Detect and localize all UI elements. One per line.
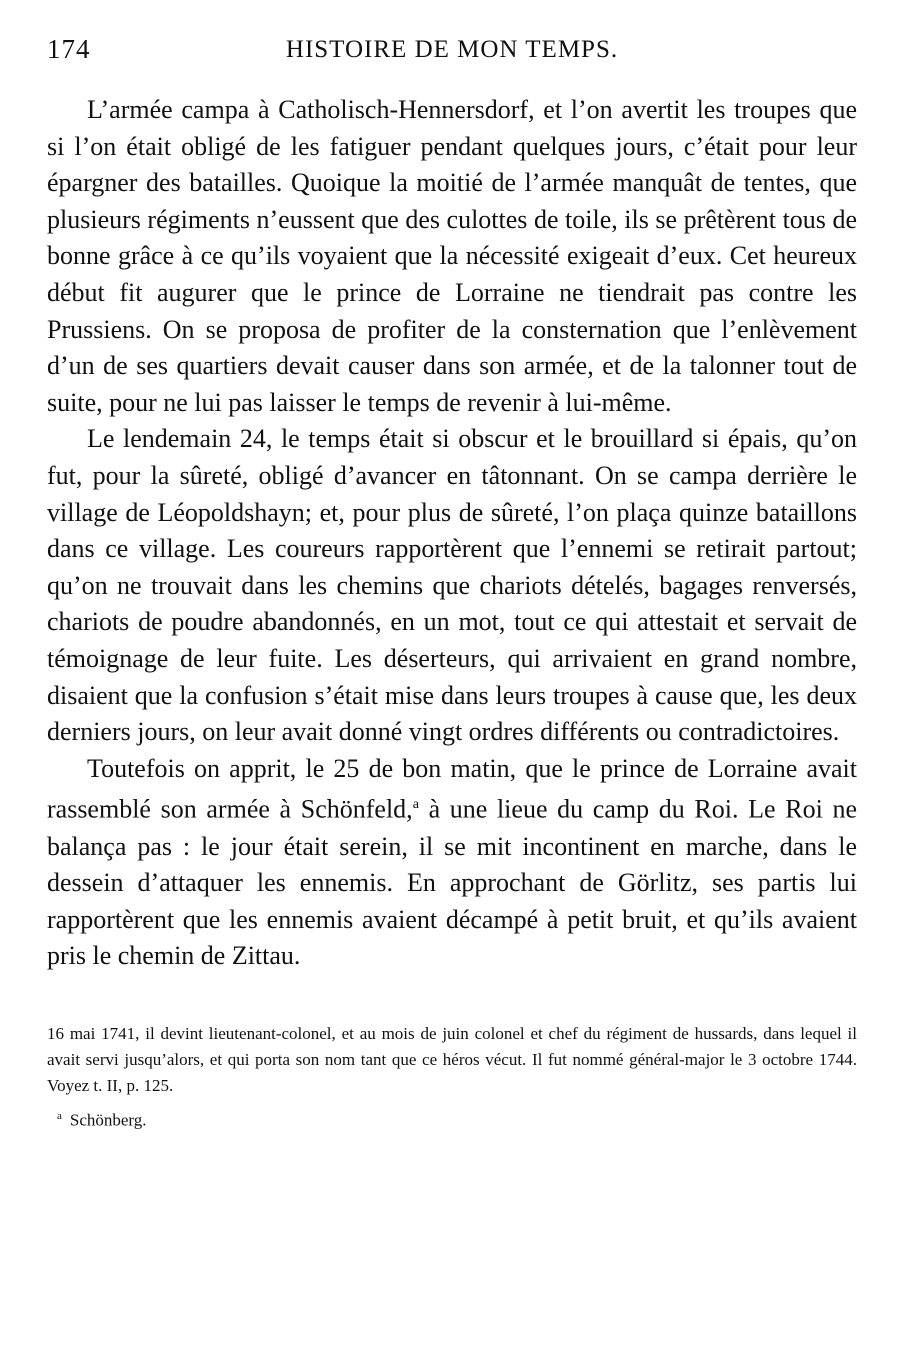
paragraph-1: L’armée campa à Catholisch-Hennersdorf, et l’on avertit les troupes que si l’on était obligé de les fatiguer pendant quelques jours, c’était pour leur épargner des batailles. Quoique la moitié de l’armée manquât de tentes, que plusieurs régiments n’eussent que des culottes de toile, ils se prêtèrent tous de bonne grâce à ce qu’ils voyaient que la nécessité exigeait d’eux. Cet heureux début fit augurer que le prince de Lorraine ne tiendrait pas contre les Prussiens. On se proposa de profiter de la consternation que l’enlèvement d’un de ses quartiers devait causer dans son armée, et de la talonner tout de suite, pour ne lui pas laisser le temps de revenir à lui-même. — [47, 95, 857, 417]
paragraph-3-end: à une lieue du camp du Roi. Le Roi ne balança pas : le jour était serein, il se mit incontinent en marche, dans le dessein d’attaquer les ennemis. En approchant de Görlitz, ses partis lui rapportèrent que les ennemis avaient décampé à petit bruit, et qu’ils avaient pris le chemin de Zittau. — [47, 794, 857, 971]
paragraph-3-start: Toutefois on apprit, le 25 de bon matin, que le prince de Lorraine avait rassemblé son armée à Schönfeld, — [47, 753, 857, 824]
footnote-reference-a: a — [412, 797, 419, 813]
body-text — [47, 92, 857, 975]
running-title: HISTOIRE DE MON TEMPS. — [285, 36, 619, 63]
footnote-a-marker: a — [57, 1109, 62, 1122]
paragraph-2: Le lendemain 24, le temps était si obscur et le brouillard si épais, qu’on fut, pour la sûreté, obligé d’avancer en tâtonnant. On se campa derrière le village de Léopoldshayn; et, pour plus de sûreté, l’on plaça quinze bataillons dans ce village. Les coureurs rapportèrent que l’ennemi se retirait partout; qu’on ne trouvait dans les chemins que chariots dételés, bagages renversés, chariots de poudre abandonnés, en un mot, tout ce qui attestait et servait de témoignage de leur fuite. Les déserteurs, qui arrivaient en grand nombre, disaient que la confusion s’était mise dans leurs troupes à cause que, les deux derniers jours, on leur avait donné vingt ordres différents ou contradictoires. — [47, 424, 857, 747]
footnote-a-text: Schönberg. — [69, 1110, 147, 1130]
page-number: 174 — [47, 34, 91, 64]
footnote-continued: 16 mai 1741, il devint lieutenant-colonel, et au mois de juin colonel et chef du régiment de hussards, dans lequel il avait servi jusqu’alors, et qui porta son nom tant que ce héros vécut. Il fut nommé général-major le 3 octobre 1744. Voyez t. II, p. 125. — [47, 1023, 857, 1095]
book-page — [47, 34, 857, 1134]
running-head — [47, 34, 857, 84]
footnotes — [47, 1021, 857, 1134]
paragraph-3 — [47, 751, 857, 975]
footnote-a — [47, 1103, 857, 1134]
